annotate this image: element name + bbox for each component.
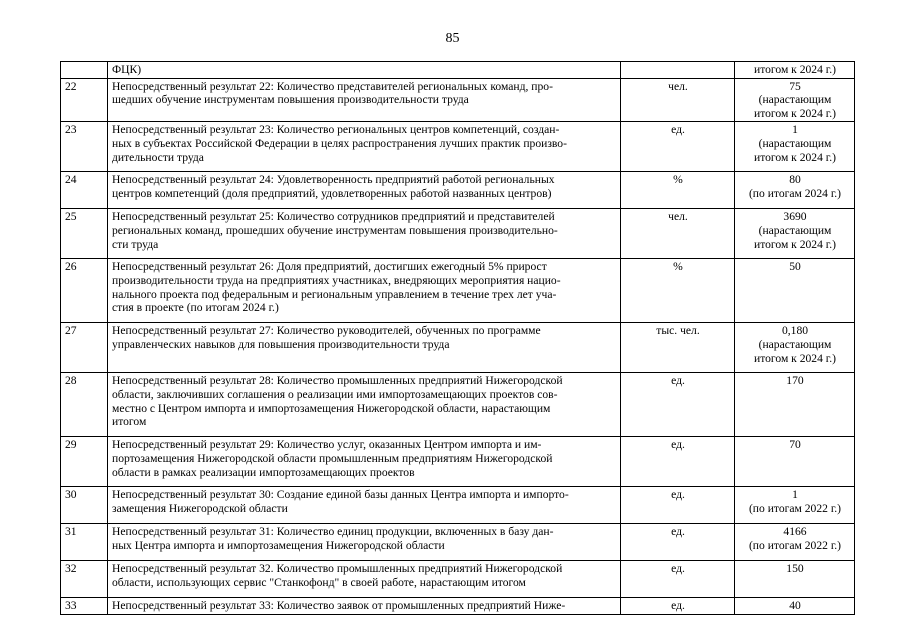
value-cell [735, 323, 855, 373]
description-line: производительности труда на предприятиях участниках, внедряющих мероприятия нацио- [112, 273, 561, 287]
row-number-cell: 28 [61, 373, 108, 437]
result-description-cell [108, 487, 621, 524]
row-number-cell: 24 [61, 172, 108, 209]
description-line: региональных команд, прошедших обучение инструментам повышения производительно- [112, 223, 558, 237]
row-number-cell: 26 [61, 259, 108, 323]
value-line: 40 [789, 599, 801, 613]
description-line: управленческих навыков для повышения производительности труда [112, 337, 450, 351]
result-description-cell [108, 524, 621, 561]
table-row [61, 78, 855, 122]
result-description-cell [108, 323, 621, 373]
row-number-cell: 32 [61, 561, 108, 598]
table-row [61, 437, 855, 487]
value-line: 70 [789, 438, 801, 452]
description-line: ФЦК) [112, 63, 142, 76]
result-description-cell [108, 172, 621, 209]
result-description-cell [108, 373, 621, 437]
description-line: Непосредственный результат 24: Удовлетворенность предприятий работой региональных [112, 173, 555, 187]
description-line: области, заключивших соглашения о реализации ими импортозамещающих проектов сов- [112, 387, 558, 401]
description-line: Непосредственный результат 23: Количество региональных центров компетенций, создан- [112, 123, 560, 137]
table-row [61, 487, 855, 524]
value-line: (по итогам 2022 г.) [748, 501, 842, 515]
result-description-cell [108, 437, 621, 487]
result-description-cell [108, 209, 621, 259]
description-line: шедших обучение инструментам повышения производительности труда [112, 93, 469, 107]
description-line: центров компетенций (доля предприятий, удовлетворенных работой названных центров) [112, 186, 552, 200]
unit-cell [621, 62, 735, 79]
description-line: ных в субъектах Российской Федерации в целях распространения лучших практик произво- [112, 136, 567, 150]
row-number-cell: 25 [61, 209, 108, 259]
table-row [61, 209, 855, 259]
description-line: стия в проекте (по итогам 2024 г.) [112, 301, 279, 315]
row-number-cell: 23 [61, 122, 108, 172]
description-line: замещения Нижегородской области [112, 501, 288, 515]
result-description-cell [108, 62, 621, 79]
description-line: Непосредственный результат 32. Количество промышленных предприятий Нижегородской [112, 562, 563, 576]
value-cell [735, 259, 855, 323]
unit-cell: % [621, 259, 735, 323]
value-line: итогом к 2024 г.) [753, 63, 837, 76]
description-line: Непосредственный результат 33: Количество заявок от промышленных предприятий Ниже- [112, 599, 566, 613]
value-line: 4166 [783, 525, 807, 539]
value-line: итогом к 2024 г.) [753, 106, 837, 120]
description-line: ных Центра импорта и импортозамещения Нижегородской области [112, 538, 445, 552]
results-table [60, 61, 855, 615]
result-description-cell [108, 259, 621, 323]
table-row [61, 62, 855, 79]
row-number-cell: 31 [61, 524, 108, 561]
value-cell [735, 561, 855, 598]
value-line: 170 [786, 374, 804, 388]
unit-cell: ед. [621, 437, 735, 487]
value-line: (нарастающим [758, 93, 832, 107]
value-cell [735, 437, 855, 487]
value-cell [735, 122, 855, 172]
value-cell [735, 524, 855, 561]
result-description-cell [108, 122, 621, 172]
value-line: (нарастающим [758, 136, 832, 150]
description-line: нального проекта под федеральным и региональным управлением в течение трех лет уча- [112, 287, 557, 301]
unit-cell: ед. [621, 373, 735, 437]
row-number-cell: 29 [61, 437, 108, 487]
value-line: 1 [792, 123, 798, 137]
unit-cell: чел. [621, 78, 735, 122]
row-number-cell [61, 62, 108, 79]
value-line: итогом к 2024 г.) [753, 150, 837, 164]
description-line: Непосредственный результат 28: Количество промышленных предприятий Нижегородской [112, 374, 563, 388]
row-number-cell: 22 [61, 78, 108, 122]
row-number-cell: 33 [61, 598, 108, 615]
table-row [61, 598, 855, 615]
value-cell [735, 487, 855, 524]
value-line: 3690 [783, 210, 807, 224]
description-line: портозамещения Нижегородской области промышленным предприятиям Нижегородской [112, 451, 553, 465]
description-line: сти труда [112, 237, 159, 251]
unit-cell: ед. [621, 598, 735, 615]
description-line: Непосредственный результат 26: Доля предприятий, достигших ежегодный 5% прирост [112, 260, 547, 274]
unit-cell: ед. [621, 487, 735, 524]
description-line: Непосредственный результат 22: Количество представителей региональных команд, про- [112, 79, 553, 93]
value-line: 150 [786, 562, 804, 576]
value-line: итогом к 2024 г.) [753, 237, 837, 251]
value-line: 50 [789, 260, 801, 274]
description-line: Непосредственный результат 29: Количество услуг, оказанных Центром импорта и им- [112, 438, 542, 452]
page-number: 85 [445, 31, 460, 46]
description-line: местно с Центром импорта и импортозамещения Нижегородской области, нарастающим [112, 401, 551, 415]
table-row [61, 122, 855, 172]
unit-cell: ед. [621, 561, 735, 598]
description-line: Непосредственный результат 25: Количество сотрудников предприятий и представителей [112, 210, 555, 224]
value-line: (по итогам 2024 г.) [748, 186, 842, 200]
value-line: (по итогам 2022 г.) [748, 538, 842, 552]
table-row [61, 373, 855, 437]
value-cell [735, 598, 855, 615]
value-line: (нарастающим [758, 337, 832, 351]
description-line: области в рамках реализации импортозамещающих проектов [112, 465, 415, 479]
result-description-cell [108, 598, 621, 615]
description-line: дительности труда [112, 150, 204, 164]
value-cell [735, 373, 855, 437]
unit-cell: тыс. чел. [621, 323, 735, 373]
value-line: 0,180 [781, 324, 809, 338]
value-line: 75 [789, 79, 801, 93]
unit-cell: ед. [621, 122, 735, 172]
value-cell [735, 62, 855, 79]
description-line: итогом [112, 415, 147, 429]
value-cell [735, 78, 855, 122]
description-line: области, использующих сервис "Станкофонд" в своей работе, нарастающим итогом [112, 575, 526, 589]
value-cell [735, 172, 855, 209]
table-row [61, 172, 855, 209]
row-number-cell: 27 [61, 323, 108, 373]
table-row [61, 561, 855, 598]
table-row [61, 524, 855, 561]
description-line: Непосредственный результат 30: Создание единой базы данных Центра импорта и импорто- [112, 488, 569, 502]
result-description-cell [108, 78, 621, 122]
value-line: 1 [792, 488, 798, 502]
description-line: Непосредственный результат 27: Количество руководителей, обученных по программе [112, 324, 541, 338]
table-row [61, 323, 855, 373]
unit-cell: % [621, 172, 735, 209]
value-line: (нарастающим [758, 223, 832, 237]
result-description-cell [108, 561, 621, 598]
description-line: Непосредственный результат 31: Количество единиц продукции, включенных в базу дан- [112, 525, 554, 539]
unit-cell: ед. [621, 524, 735, 561]
table-row [61, 259, 855, 323]
results-table-body [61, 62, 855, 615]
value-line: итогом к 2024 г.) [753, 351, 837, 365]
value-line: 80 [789, 173, 801, 187]
unit-cell: чел. [621, 209, 735, 259]
value-cell [735, 209, 855, 259]
row-number-cell: 30 [61, 487, 108, 524]
